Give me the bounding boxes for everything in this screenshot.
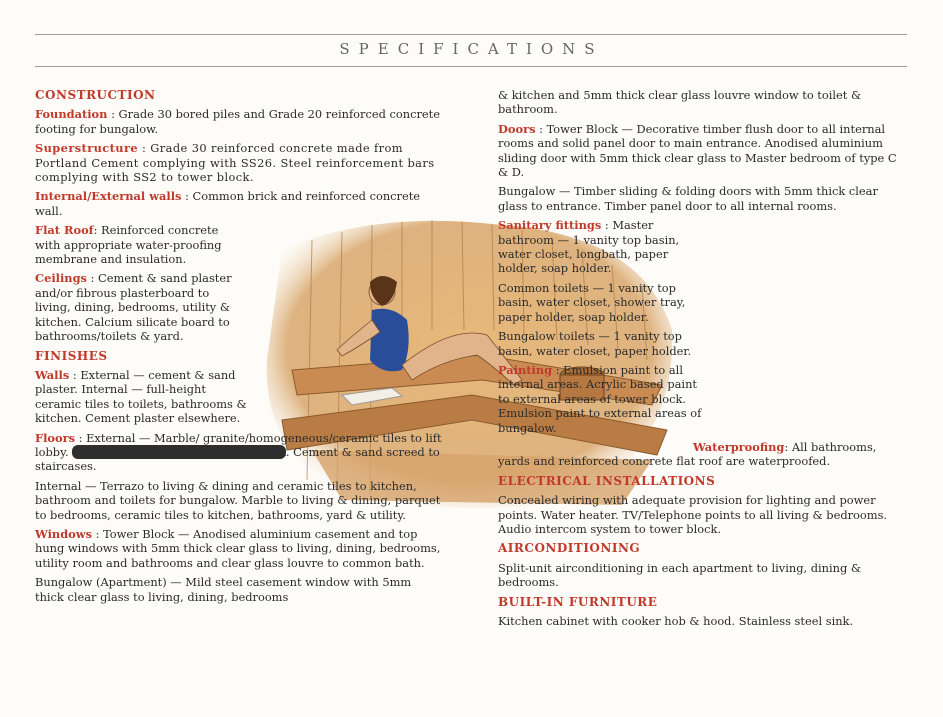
construction-heading: CONSTRUCTION <box>35 88 156 102</box>
sanitary-spec: Sanitary fittings : Master bathroom — 1 vanity top basin, water closet, longbath, paper holder, soap holder. <box>498 218 680 276</box>
flat-roof-spec: Flat Roof: Reinforced concrete with appropriate water-proofing membrane and insulation. <box>35 223 222 267</box>
internal-spec: Internal — Terrazo to living & dining and ceramic tiles to kitchen, bathroom and toilets for bungalow. Marble to living & dining, parquet to bedrooms, ceramic tiles to kitchen, bathrooms, yard & utility. <box>35 478 441 522</box>
foundation-spec: Foundation : Grade 30 bored piles and Grade 20 reinforced concrete footing for bungalow. <box>35 107 440 136</box>
electrical-heading: ELECTRICAL INSTALLATIONS <box>498 473 716 488</box>
waterproofing-spec: Waterproofing: All bathrooms, yards and reinforced concrete flat roof are waterproofed. <box>498 439 877 469</box>
furniture-spec: Kitchen cabinet with cooker hob & hood. Stainless steel sink. <box>498 614 854 628</box>
finish-walls-spec: Walls : External — cement & sand plaster. Internal — full-height ceramic tiles to toilets, bathrooms & kitchen. Cement plaster elsewhere. <box>35 367 247 426</box>
aircon-spec: Split-unit airconditioning in each apartment to living, dining & bedrooms. <box>498 560 862 590</box>
page-title: SPECIFICATIONS <box>339 40 604 58</box>
walls-spec: Internal/External walls : Common brick and reinforced concrete wall. <box>35 189 421 218</box>
doors-spec: Doors : Tower Block — Decorative timber flush door to all internal rooms and solid panel door to main entrance. Anodised aluminium sliding door with 5mm thick clear glass to Master bedroom of type C & D. <box>498 121 897 180</box>
aircon-heading: AIRCONDITIONING <box>498 541 641 556</box>
windows-spec: Windows : Tower Block — Anodised aluminium casement and top hung windows with 5mm thick clear glass to living, dining, bedrooms, utility room and bathrooms and clear glass louvre to common bath. <box>35 526 441 570</box>
bungalow-doors-spec: Bungalow — Timber sliding & folding doors with 5mm thick clear glass to entrance. Timber panel door to all internal rooms. <box>498 184 878 213</box>
furniture-heading: BUILT-IN FURNITURE <box>498 594 658 609</box>
floors-spec: Floors : External — Marble/ granite/homogeneous/ceramic tiles to lift lobby. Ceramic tiles to swimming pool deck. Cement & sand screed to staircases. <box>35 430 442 474</box>
superstructure-spec: Superstructure : Grade 30 reinforced concrete made from Portland Cement complying with SS26. Steel reinforcement bars complying with SS2 to tower block. <box>35 141 435 185</box>
right-column <box>498 88 906 633</box>
bungalow-toilets-spec: Bungalow toilets — 1 vanity top basin, water closet, paper holder. <box>498 329 692 358</box>
ceilings-spec: Ceilings : Cement & sand plaster and/or fibrous plasterboard to living, dining, bedrooms, utility & kitchen. Calcium silicate board to bathrooms/toilets & yard. <box>35 271 232 344</box>
painting-spec: Painting : Emulsion paint to all internal areas. Acrylic based paint to external areas of tower block. Emulsion paint to external areas of bungalow. <box>498 362 702 435</box>
struck-text: Ceramic tiles to swimming pool deck <box>72 444 286 459</box>
bungalow-apartment-spec: Bungalow (Apartment) — Mild steel casement window with 5mm thick clear glass to living, dining, bedrooms <box>35 575 412 604</box>
left-column <box>35 88 443 609</box>
top-rule <box>35 34 907 35</box>
windows-continued: & kitchen and 5mm thick clear glass louvre window to toilet & bathroom. <box>498 88 862 117</box>
title-rule <box>35 66 907 67</box>
common-toilets-spec: Common toilets — 1 vanity top basin, water closet, shower tray, paper holder, soap holder. <box>498 280 686 324</box>
finishes-heading: FINISHES <box>35 348 108 363</box>
electrical-spec: Concealed wiring with adequate provision for lighting and power points. Water heater. TV/Telephone points to all living & bedrooms. Audio intercom system to tower block. <box>498 493 888 536</box>
